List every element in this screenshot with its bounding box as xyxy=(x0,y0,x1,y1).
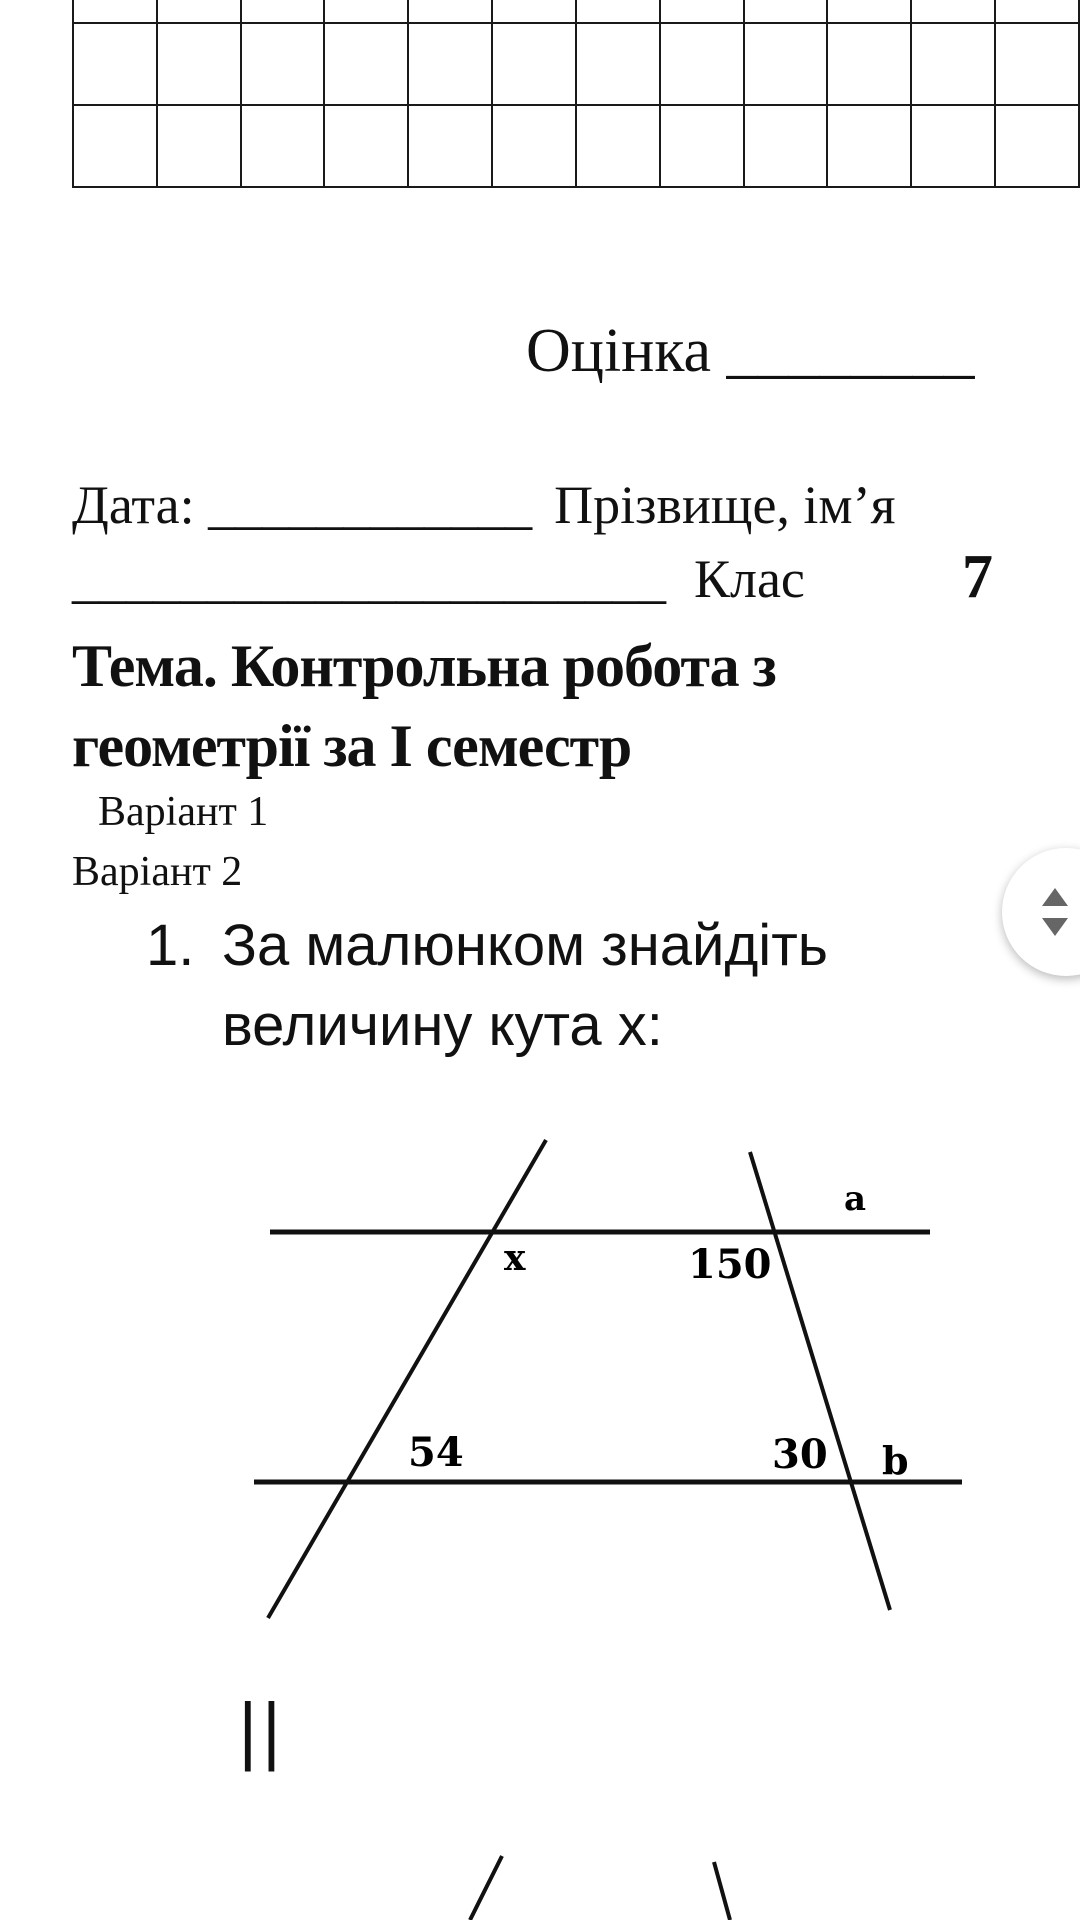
figure2-line-right xyxy=(714,1862,730,1920)
grid-row xyxy=(73,0,1079,23)
topic-heading: Тема. Контрольна робота з геометрії за І семестр xyxy=(72,633,776,779)
class-value: 7 xyxy=(962,543,993,611)
angle-30: 30 xyxy=(772,1431,828,1478)
name-label: Прізвище, ім’я xyxy=(554,475,896,535)
variant-1-label: Варіант 1 xyxy=(98,789,269,835)
label-a: a xyxy=(844,1179,867,1219)
date-label: Дата: ____________ xyxy=(72,475,533,535)
angle-54: 54 xyxy=(408,1429,464,1476)
scroll-button[interactable] xyxy=(1002,848,1080,976)
class-label: Клас xyxy=(694,549,805,609)
label-b: b xyxy=(882,1438,909,1483)
name-class-line xyxy=(72,548,805,610)
grade-label: Оцінка ________ xyxy=(526,317,975,385)
angle-150: 150 xyxy=(688,1241,772,1288)
scroll-up-down-icon xyxy=(1040,884,1070,940)
grading-grid xyxy=(72,0,1080,188)
date-name-line xyxy=(72,474,895,536)
task-number: 1. xyxy=(146,913,195,978)
variant-2-label: Варіант 2 xyxy=(72,849,243,895)
parallel-lines-figure xyxy=(240,1120,980,1640)
task-text: За малюнком знайдіть величину кута x: xyxy=(222,913,828,1058)
figure2-line-left xyxy=(470,1856,502,1920)
transversal-right xyxy=(750,1152,890,1610)
second-figure-partial xyxy=(440,1850,760,1920)
parallel-symbol: || xyxy=(236,1690,284,1772)
grid-row xyxy=(73,105,1079,187)
label-x: x xyxy=(504,1237,526,1279)
grid-row xyxy=(73,23,1079,105)
transversal-left xyxy=(268,1140,546,1618)
name-blank: ______________________ xyxy=(72,549,666,609)
